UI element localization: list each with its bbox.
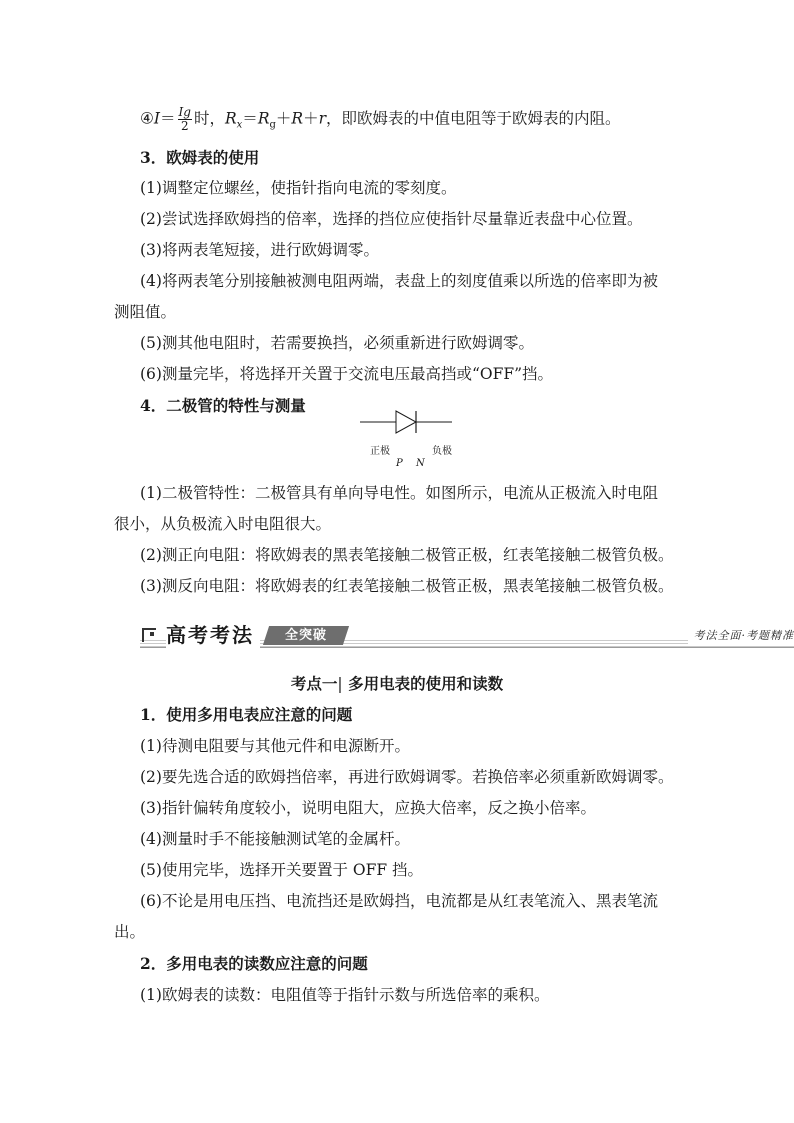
section-heading: 1．使用多用电表应注意的问题 <box>140 705 353 724</box>
list-item: (1)调整定位螺丝，使指针指向电流的零刻度。 <box>140 179 457 197</box>
section-heading: 2．多用电表的读数应注意的问题 <box>140 954 368 973</box>
kaodian-separator: | <box>337 675 343 693</box>
list-item: (5)测其他电阻时，若需要换挡，必须重新进行欧姆调零。 <box>140 334 534 352</box>
list-item-continuation: 出。 <box>114 923 146 941</box>
formula-line <box>140 106 621 136</box>
formula-symbol-r2: R <box>291 109 304 128</box>
section-heading: 3．欧姆表的使用 <box>140 148 260 167</box>
list-item: (5)使用完毕，选择开关要置于 OFF 挡。 <box>140 861 424 879</box>
formula-symbol-r: R <box>224 109 237 128</box>
list-item: (1)待测电阻要与其他元件和电源断开。 <box>140 737 410 755</box>
banner-title: 高考考法 <box>166 622 260 648</box>
kaodian-label: 考点一 <box>290 674 338 693</box>
banner-tag-label: 全突破 <box>284 628 327 643</box>
formula-conclusion-text: ，即欧姆表的中值电阻等于欧姆表的内阻。 <box>326 109 621 128</box>
list-item: (6)测量完毕，将选择开关置于交流电压最高挡或“OFF”挡。 <box>140 365 554 383</box>
list-item: (2)测正向电阻：将欧姆表的黑表笔接触二极管正极，红表笔接触二极管负极。 <box>140 546 674 564</box>
formula-equals: ＝ <box>160 109 176 128</box>
formula-symbol-i: I <box>153 109 161 128</box>
diode-symbol-icon <box>360 400 470 450</box>
formula-symbol-rg: R <box>257 109 270 128</box>
formula-equals: ＝ <box>242 109 258 128</box>
banner-tag <box>263 626 349 645</box>
list-item-continuation: 很小，从负极流入时电阻很大。 <box>114 515 332 533</box>
corner-dot-icon <box>150 632 154 636</box>
formula-plus: ＋ <box>275 109 292 128</box>
list-item: (2)要先选合适的欧姆挡倍率，再进行欧姆调零。若换倍率必须重新欧姆调零。 <box>140 768 674 786</box>
list-item: (2)尝试选择欧姆挡的倍率，选择的挡位应使指针尽量靠近表盘中心位置。 <box>140 210 643 228</box>
p-region-label: P <box>396 458 403 469</box>
fraction-ig-over-2 <box>178 106 192 133</box>
list-item: (3)将两表笔短接，进行欧姆调零。 <box>140 241 379 259</box>
cathode-label: 负极 <box>432 446 452 457</box>
list-item: (1)欧姆表的读数：电阻值等于指针示数与所选倍率的乘积。 <box>140 986 550 1004</box>
section-banner <box>140 624 794 650</box>
circled-number-4: ④ <box>140 109 154 128</box>
list-item: (3)测反向电阻：将欧姆表的红表笔接触二极管正极，黑表笔接触二极管负极。 <box>140 577 674 595</box>
formula-plus: ＋ <box>303 109 319 128</box>
kaodian-title: 多用电表的使用和读数 <box>348 674 504 693</box>
fraction-numerator: Ig <box>178 105 191 119</box>
list-item: (3)指针偏转角度较小，说明电阻大，应换大倍率，反之换小倍率。 <box>140 799 596 817</box>
n-region-label: N <box>416 458 425 469</box>
section-heading: 4．二极管的特性与测量 <box>140 396 306 415</box>
diode-diagram <box>360 400 470 469</box>
fraction-denominator: 2 <box>180 119 189 133</box>
anode-label: 正极 <box>370 446 390 457</box>
formula-symbol-small-r: r <box>318 109 327 128</box>
formula-text-shi: 时， <box>193 109 225 128</box>
list-item: (4)将两表笔分别接触被测电阻两端，表盘上的刻度值乘以所选的倍率即为被 <box>140 272 658 290</box>
list-item: (4)测量时手不能接触测试笔的金属杆。 <box>140 830 410 848</box>
kaodian-heading <box>0 674 794 694</box>
list-item: (6)不论是用电压挡、电流挡还是欧姆挡，电流都是从红表笔流入、黑表笔流 <box>140 892 658 910</box>
formula-subscript-g: g <box>269 119 276 131</box>
formula-subscript-x: x <box>236 119 243 131</box>
list-item: (1)二极管特性：二极管具有单向导电性。如图所示，电流从正极流入时电阻 <box>140 484 658 502</box>
list-item-continuation: 测阻值。 <box>114 303 177 321</box>
banner-slogan: 考法全面·考题精准 <box>688 628 794 644</box>
